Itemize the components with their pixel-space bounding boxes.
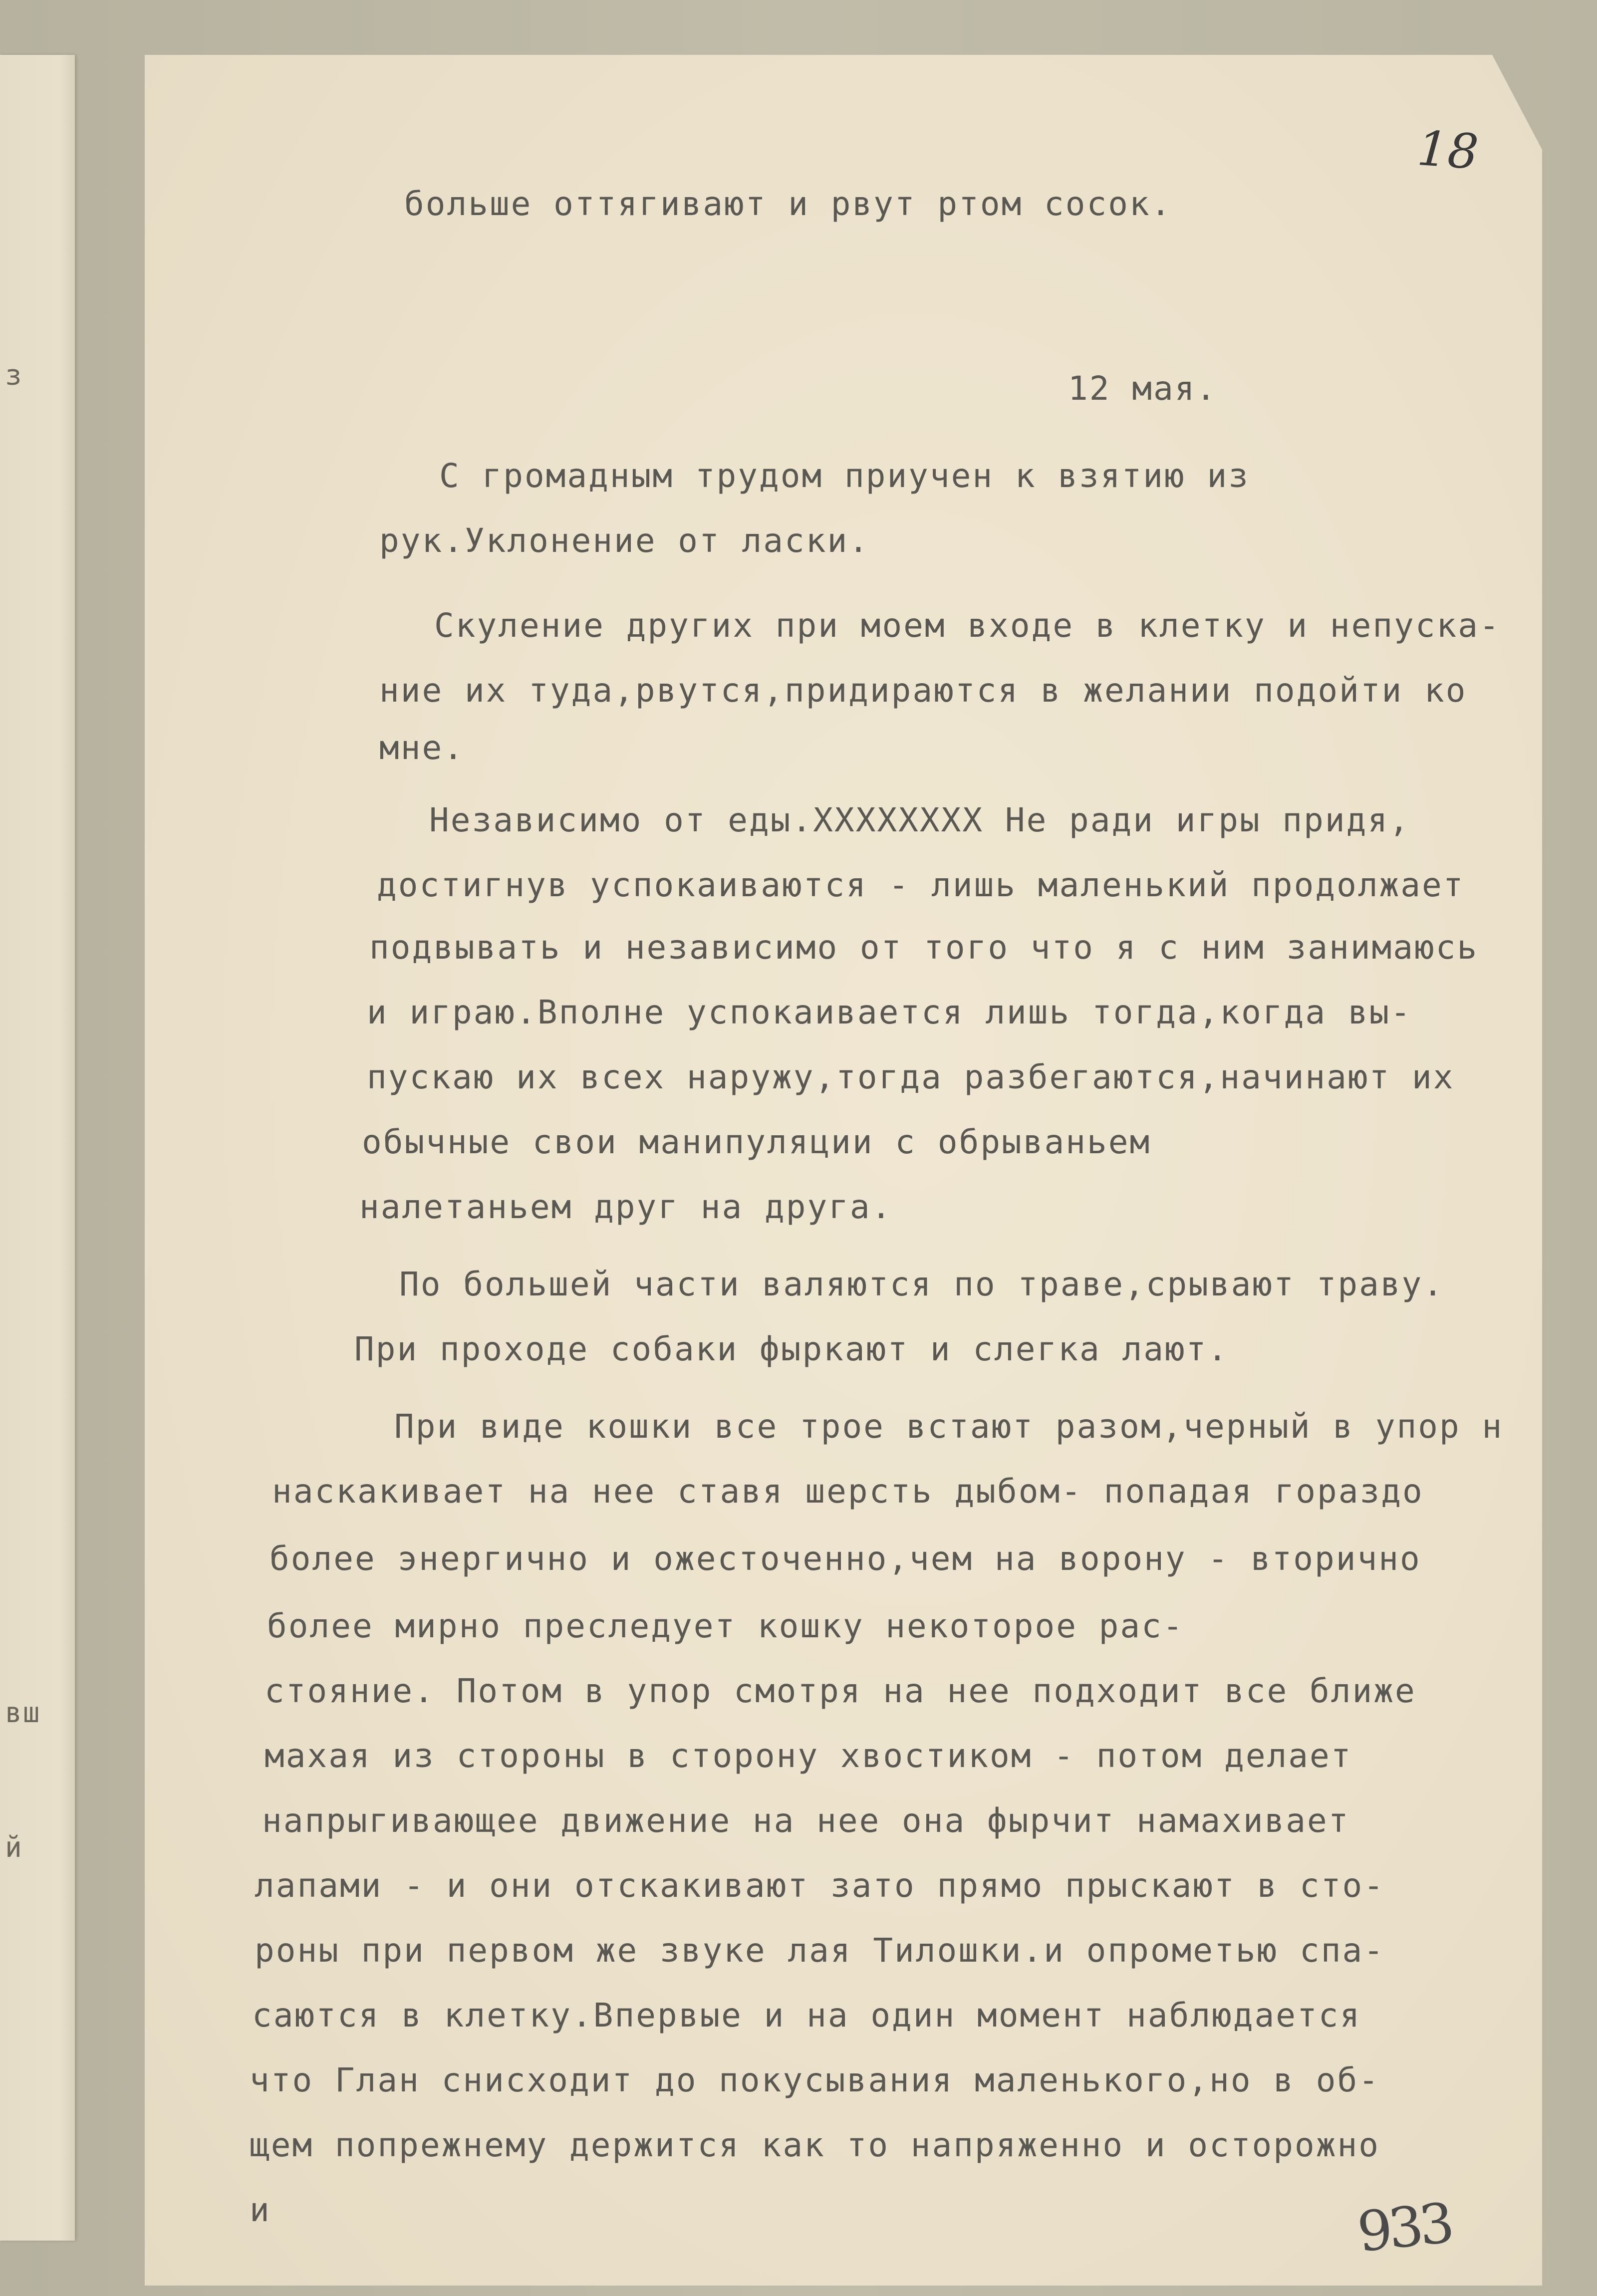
text-line: больше оттягивают и рвут ртом сосок. [404, 185, 1172, 223]
text-line: рук.Уклонение от ласки. [379, 521, 870, 560]
text-line: щем попрежнему держится как то напряженно и осторожно [250, 2126, 1380, 2164]
text-line: стояние. Потом в упор смотря на нее подходит все ближе [265, 1672, 1416, 1710]
text-line: и играю.Вполне успокаивается лишь тогда,когда вы- [367, 993, 1412, 1031]
text-line: подвывать и независимо от того что я с ним занимаюсь [369, 928, 1479, 967]
text-line: роны при первом же звуке лая Тилошки.и опрометью спа- [255, 1931, 1385, 1970]
text-line: пускаю их всех наружу,тогда разбегаются,начинают их [367, 1058, 1455, 1096]
text-line: Независимо от еды.XXXXXXXX Не ради игры придя, [429, 801, 1410, 839]
text-line: мне. [379, 729, 465, 767]
archive-stamp: 933 [1354, 2191, 1454, 2265]
text-line: При проходе собаки фыркают и слегка лают. [354, 1330, 1229, 1368]
text-line: С громадным трудом приучен к взятию из [439, 457, 1250, 495]
text-line: что Глан снисходит до покусывания маленького,но в об- [250, 2061, 1380, 2099]
text-line: налетаньем друг на друга. [359, 1188, 893, 1226]
text-line: и [250, 2191, 271, 2229]
date-heading: 12 мая. [1068, 369, 1218, 408]
text-line: Скуление других при моем входе в клетку и непуска- [434, 606, 1501, 645]
text-line: достигнув успокаиваются - лишь маленький продолжает [377, 866, 1465, 904]
text-line: напрыгивающее движение на нее она фырчит намахивает [262, 1801, 1350, 1840]
text-line: махая из стороны в сторону хвостиком - потом делает [265, 1737, 1352, 1775]
left-page-fragment: з [5, 359, 23, 392]
text-line: По большей части валяются по траве,срывают траву. [399, 1265, 1445, 1303]
text-line: ние их туда,рвутся,придираются в желании подойти ко [379, 671, 1467, 710]
left-page-fragment: й [5, 1831, 23, 1864]
text-line: При виде кошки все трое встают разом,черный в упор н [394, 1407, 1504, 1446]
page-number: 18 [1415, 120, 1480, 181]
left-page-fragment: вш [5, 1697, 41, 1729]
text-line: лапами - и они отскакивают зато прямо прыскают в сто- [255, 1866, 1385, 1905]
text-line: более энергично и ожесточенно,чем на ворону - вторично [269, 1539, 1421, 1578]
text-line: наскакивает на нее ставя шерсть дыбом- попадая гораздо [272, 1472, 1424, 1511]
text-line: саются в клетку.Впервые и на один момент наблюдается [252, 1996, 1361, 2035]
text-line: обычные свои манипуляции с обрываньем [362, 1123, 1151, 1161]
adjacent-page-strip [0, 55, 75, 2241]
text-line: более мирно преследует кошку некоторое рас- [267, 1607, 1184, 1645]
